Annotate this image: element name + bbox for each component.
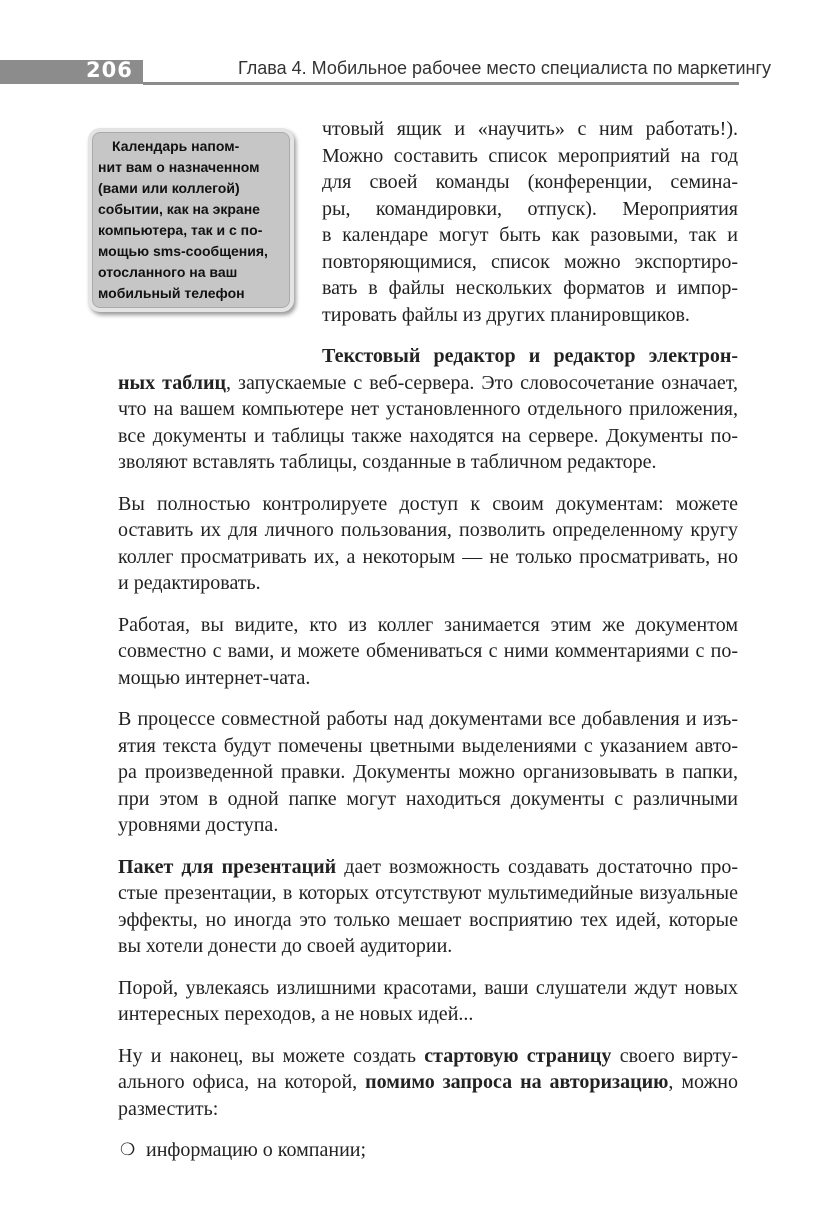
paragraph	[118, 343, 738, 476]
text-line	[118, 491, 738, 518]
paragraph	[118, 1043, 738, 1123]
note-line: мощью sms-сообщения,	[98, 243, 268, 259]
text-span: Можно составить список мероприятий на год	[322, 144, 738, 167]
paragraph	[118, 706, 738, 839]
text-line	[118, 786, 738, 813]
text-line	[118, 396, 738, 423]
text-span: интересных переходов, а не новых идей...	[118, 1003, 474, 1025]
text-span: вы хотели донести до своей аудитории.	[118, 935, 453, 957]
text-line	[118, 517, 738, 544]
text-span: тировать файлы из других планировщиков.	[322, 303, 690, 326]
text-line	[322, 343, 738, 370]
text-line	[118, 449, 738, 476]
text-span: Вы полностью контролируете доступ к своим документам: можете	[118, 492, 738, 515]
text-line	[118, 638, 738, 665]
header-rule	[143, 82, 739, 85]
body-text	[118, 116, 738, 1164]
bold-term: помимо запроса на авторизацию	[365, 1071, 669, 1093]
text-line	[118, 1043, 738, 1070]
text-span: , можно	[668, 1071, 738, 1093]
text-line	[118, 1069, 738, 1096]
text-line	[118, 612, 738, 639]
text-line	[322, 222, 738, 249]
text-span: дает возможность создавать достаточно про-	[336, 855, 739, 878]
paragraph	[118, 491, 738, 597]
note-line: событии, как на экране	[98, 201, 260, 217]
text-span: зволяют вставлять таблицы, созданные в табличном редакторе.	[118, 451, 657, 473]
text-span: вать в файлы нескольких форматов и импор-	[322, 277, 738, 299]
text-span: разместить:	[118, 1097, 219, 1120]
text-line	[118, 706, 738, 733]
text-line	[118, 812, 738, 839]
circle-bullet-icon: ❍	[120, 1140, 136, 1159]
text-line	[118, 1096, 738, 1123]
text-span: , запускаемые с веб-сервера. Это словосочетание означает,	[226, 371, 738, 394]
text-line	[118, 907, 738, 934]
text-line	[118, 975, 738, 1002]
bullet-item	[118, 1137, 738, 1164]
text-span: Работая, вы видите, кто из коллег занимается этим же документом	[118, 613, 738, 636]
note-line: (вами или коллегой)	[98, 180, 240, 196]
text-span: стые презентации, в которых отсутствуют мультимедийные визуальные	[118, 882, 738, 904]
page-number: 206	[86, 58, 133, 82]
text-line	[118, 1001, 738, 1028]
text-span: ры, командировки, отпуск). Мероприятия	[322, 197, 738, 220]
text-line	[322, 116, 738, 143]
note-line: компьютера, так и с по-	[98, 222, 263, 238]
text-span: в календаре могут быть как разовыми, так и	[322, 224, 738, 246]
text-span: ра произведенной правки. Документы можно организовывать в папки,	[118, 761, 738, 783]
text-span: уровнями доступа.	[118, 814, 279, 836]
text-line	[118, 665, 738, 692]
text-span: все документы и таблицы также находятся на сервере. Документы по-	[118, 424, 738, 447]
text-line	[118, 759, 738, 786]
text-line	[118, 370, 738, 397]
paragraph	[118, 116, 738, 328]
bold-term: Текстовый редактор и редактор электрон-	[322, 345, 738, 367]
text-span: для своей команды (конференции, семина-	[322, 171, 738, 193]
text-span: мощью интернет-чата.	[118, 666, 311, 689]
text-span: Ну и наконец, вы можете создать	[118, 1044, 425, 1067]
text-span: оставить их для личного пользования, позволить определенному кругу	[118, 519, 738, 541]
bullet-text: информацию о компании;	[146, 1139, 367, 1161]
text-line	[322, 249, 738, 276]
text-line	[322, 275, 738, 302]
text-line	[118, 933, 738, 960]
text-span: что на вашем компьютере нет установленного отдельного приложения,	[118, 398, 738, 420]
text-span: и редактировать.	[118, 572, 261, 594]
text-line	[118, 570, 738, 597]
text-span: эффекты, но иногда это только мешает восприятию тех идей, которые	[118, 908, 738, 931]
note-line: мобильный телефон	[98, 285, 245, 301]
text-span: В процессе совместной работы над документами все добавления и изъ-	[118, 708, 738, 730]
text-line	[322, 302, 738, 329]
text-span: ятия текста будут помечены цветными выделениями с указанием авто-	[118, 734, 738, 757]
note-line: отосланного на ваш	[98, 264, 238, 280]
text-span: повторяющимися, список можно экспортиро-	[322, 250, 738, 273]
text-span: совместно с вами, и можете обмениваться с ними комментариями с по-	[118, 640, 738, 662]
text-line	[322, 169, 738, 196]
text-line	[118, 733, 738, 760]
bold-term: стартовую страницу	[424, 1044, 612, 1067]
text-span: ального офиса, на которой,	[118, 1071, 366, 1093]
chapter-title: Глава 4. Мобильное рабочее место специалиста по маркетингу	[238, 58, 772, 78]
note-line: нит вам о назначенном	[98, 159, 260, 175]
text-line	[118, 880, 738, 907]
text-line	[118, 544, 738, 571]
bold-term: Пакет для презентаций	[118, 855, 337, 878]
paragraph	[118, 854, 738, 960]
bold-term: ных таблиц	[118, 371, 227, 394]
paragraph	[118, 612, 738, 692]
text-line	[322, 143, 738, 170]
text-span: своего вирту-	[611, 1044, 739, 1067]
text-line	[118, 854, 738, 881]
note-line: Календарь напом-	[112, 138, 240, 154]
text-span: при этом в одной папке могут находиться документы с различными	[118, 787, 738, 810]
text-span: чтовый ящик и «научить» с ним работать!).	[322, 118, 738, 140]
text-span: коллег просматривать их, а некоторым — не только просматривать, но	[118, 545, 738, 568]
text-span: Порой, увлекаясь излишними красотами, ваши слушатели ждут новых	[118, 976, 738, 999]
text-line	[322, 196, 738, 223]
text-line	[118, 423, 738, 450]
paragraph	[118, 975, 738, 1028]
